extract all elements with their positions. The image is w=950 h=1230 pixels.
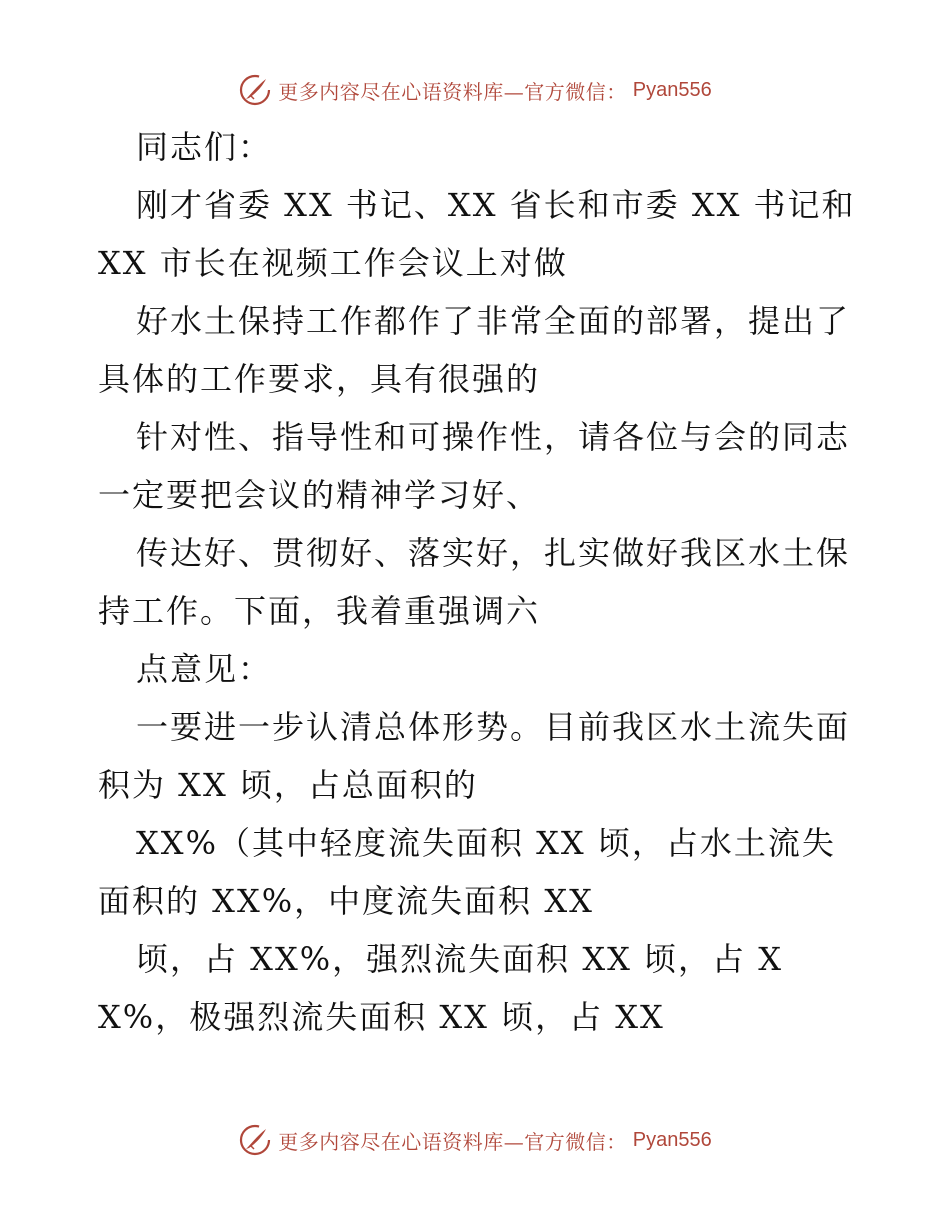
footer-watermark <box>0 1120 950 1160</box>
paragraph: 同志们： <box>136 128 273 166</box>
paragraph: 一要进一步认清总体形势。目前我区水土流失面积为 XX 顷，占总面积的 <box>98 708 851 804</box>
paragraph: 点意见： <box>136 650 273 688</box>
paragraph: 传达好、贯彻好、落实好，扎实做好我区水土保持工作。下面，我着重强调六 <box>98 534 851 630</box>
watermark-account: Pyan556 <box>632 78 712 101</box>
watermark-text: 更多内容尽在心语资料库—官方微信： <box>278 1129 627 1154</box>
paragraph: 好水土保持工作都作了非常全面的部署，提出了具体的工作要求，具有很强的 <box>98 302 851 398</box>
header-watermark <box>0 70 950 110</box>
watermark-account: Pyan556 <box>632 1128 712 1151</box>
document-body <box>98 118 858 1046</box>
quill-logo-icon <box>238 73 272 107</box>
watermark-text: 更多内容尽在心语资料库—官方微信： <box>278 79 627 104</box>
paragraph: XX%（其中轻度流失面积 XX 顷，占水土流失面积的 XX%，中度流失面积 XX <box>98 824 836 920</box>
quill-logo-icon <box>238 1123 272 1157</box>
paragraph: 刚才省委 XX 书记、XX 省长和市委 XX 书记和 XX 市长在视频工作会议上对做 <box>98 186 856 282</box>
paragraph: 顷，占 XX%，强烈流失面积 XX 顷，占 XX%，极强烈流失面积 XX 顷，占 XX <box>98 940 784 1036</box>
paragraph: 针对性、指导性和可操作性，请各位与会的同志一定要把会议的精神学习好、 <box>98 418 851 514</box>
